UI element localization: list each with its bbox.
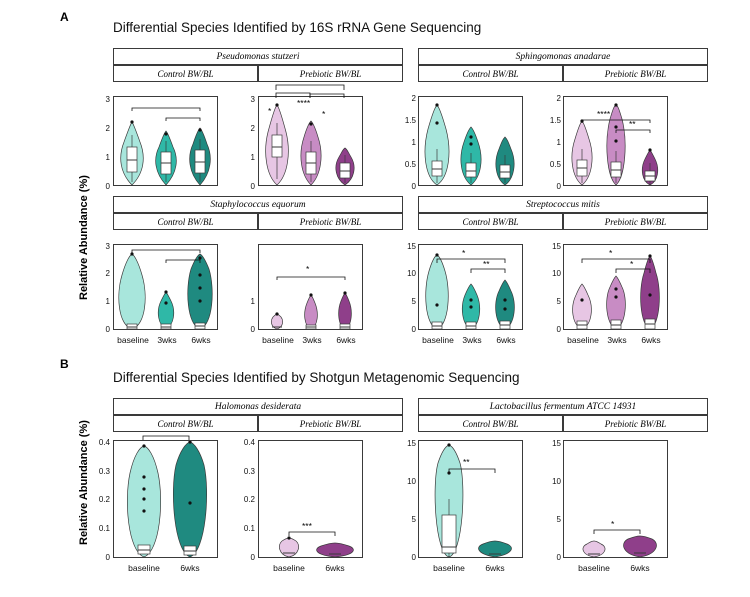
facet-species-staphylococcus: Staphylococcus equorum xyxy=(113,196,403,213)
sig-star-pseudo-pre-3: * xyxy=(322,109,326,119)
ytick-a5-3: 3 xyxy=(105,242,110,251)
plot-sphingomonas-control xyxy=(418,96,523,186)
facet-group-prebiotic-lactobacillus: Prebiotic BW/BL xyxy=(563,415,708,432)
ytick-a4-4: 2 xyxy=(556,94,561,103)
xtick-b1-baseline: baseline xyxy=(128,563,160,573)
plot-streptococcus-prebiotic xyxy=(563,244,668,330)
ytick-a4-2: 1 xyxy=(556,138,561,147)
plot-lactobacillus-prebiotic xyxy=(563,440,668,558)
xtick-a2-ctrl-baseline: baseline xyxy=(422,335,454,345)
ytick-a8-0: 0 xyxy=(556,325,561,334)
sig-star-pseudo-pre-2: **** xyxy=(297,98,311,108)
ytick-b2-0: 0 xyxy=(250,553,255,562)
ytick-b4-0: 0 xyxy=(556,553,561,562)
plot-staphylococcus-control xyxy=(113,244,218,330)
facet-group-control-staphylococcus: Control BW/BL xyxy=(113,213,258,230)
xtick-b2-baseline: baseline xyxy=(273,563,305,573)
facet-group-prebiotic-streptococcus: Prebiotic BW/BL xyxy=(563,213,708,230)
sig-star-lacto-pre: * xyxy=(611,519,615,529)
plot-halomonas-prebiotic xyxy=(258,440,363,558)
xtick-b3-baseline: baseline xyxy=(433,563,465,573)
xtick-a2-ctrl-6wks: 6wks xyxy=(496,335,516,345)
ytick-b1-4: 0.4 xyxy=(98,438,110,447)
ytick-b1-3: 0.3 xyxy=(98,467,110,476)
facet-species-lactobacillus: Lactobacillus fermentum ATCC 14931 xyxy=(418,398,708,415)
sig-star-sphingo-pre-1: **** xyxy=(597,109,611,119)
facet-group-prebiotic-halomonas: Prebiotic BW/BL xyxy=(258,415,403,432)
xtick-a2-pre-baseline: baseline xyxy=(567,335,599,345)
plot-pseudomonas-prebiotic xyxy=(258,96,363,186)
plot-sphingomonas-prebiotic xyxy=(563,96,668,186)
xtick-b3-6wks: 6wks xyxy=(485,563,505,573)
facet-group-prebiotic-sphingomonas: Prebiotic BW/BL xyxy=(563,65,708,82)
panel-letter-b: B xyxy=(60,357,69,371)
ytick-b1-0: 0 xyxy=(105,553,110,562)
ytick-a3-3: 1.5 xyxy=(404,116,416,125)
panel-title-b: Differential Species Identified by Shotgun Metagenomic Sequencing xyxy=(113,370,520,385)
ytick-a3-1: 0.5 xyxy=(404,160,416,169)
ytick-a8-1: 5 xyxy=(556,297,561,306)
plot-streptococcus-control xyxy=(418,244,523,330)
ytick-b3-1: 5 xyxy=(411,515,416,524)
ytick-b4-1: 5 xyxy=(556,515,561,524)
xtick-a-pre-baseline: baseline xyxy=(262,335,294,345)
plot-lactobacillus-control xyxy=(418,440,523,558)
sig-star-strep-pre-1: * xyxy=(609,248,613,258)
ytick-a3-4: 2 xyxy=(411,94,416,103)
ytick-a1-2: 2 xyxy=(105,124,110,133)
plot-halomonas-control xyxy=(113,440,218,558)
ytick-a5-0: 0 xyxy=(105,325,110,334)
plot-pseudomonas-control xyxy=(113,96,218,186)
xtick-b2-6wks: 6wks xyxy=(325,563,345,573)
ytick-a2-2: 2 xyxy=(250,124,255,133)
sig-star-staph-pre-1: * xyxy=(306,264,310,274)
ytick-b2-2: 0.2 xyxy=(243,495,255,504)
ytick-a5-2: 2 xyxy=(105,269,110,278)
facet-group-control-sphingomonas: Control BW/BL xyxy=(418,65,563,82)
facet-group-control-pseudomonas: Control BW/BL xyxy=(113,65,258,82)
facet-group-control-halomonas: Control BW/BL xyxy=(113,415,258,432)
sig-star-strep-pre-2: * xyxy=(630,259,634,269)
ytick-a7-1: 5 xyxy=(411,297,416,306)
sig-star-strep-ctrl-1: * xyxy=(462,248,466,258)
facet-group-prebiotic-pseudomonas: Prebiotic BW/BL xyxy=(258,65,403,82)
ytick-b1-1: 0.1 xyxy=(98,524,110,533)
xtick-a-ctrl-baseline: baseline xyxy=(117,335,149,345)
sig-star-lacto-ctrl: ** xyxy=(463,457,470,467)
ytick-a1-1: 1 xyxy=(105,153,110,162)
ytick-b4-3: 15 xyxy=(552,439,561,448)
plot-staphylococcus-prebiotic xyxy=(258,244,363,330)
sig-star-sphingo-pre-2: ** xyxy=(629,119,636,129)
ytick-a2-3: 3 xyxy=(250,95,255,104)
xtick-b4-6wks: 6wks xyxy=(630,563,650,573)
ytick-b3-2: 10 xyxy=(407,477,416,486)
facet-species-sphingomonas: Sphingomonas anadarae xyxy=(418,48,708,65)
xtick-a2-ctrl-3wks: 3wks xyxy=(462,335,482,345)
ytick-b4-2: 10 xyxy=(552,477,561,486)
ytick-b2-1: 0.1 xyxy=(243,524,255,533)
ytick-a6-1: 1 xyxy=(250,297,255,306)
ytick-a7-3: 15 xyxy=(407,242,416,251)
xtick-a2-pre-3wks: 3wks xyxy=(607,335,627,345)
facet-species-halomonas: Halomonas desiderata xyxy=(113,398,403,415)
xtick-a-pre-6wks: 6wks xyxy=(336,335,356,345)
facet-group-prebiotic-staphylococcus: Prebiotic BW/BL xyxy=(258,213,403,230)
xtick-b1-6wks: 6wks xyxy=(180,563,200,573)
ytick-a4-1: 0.5 xyxy=(549,160,561,169)
facet-species-pseudomonas: Pseudomonas stutzeri xyxy=(113,48,403,65)
ytick-b2-4: 0.4 xyxy=(243,438,255,447)
ytick-a3-2: 1 xyxy=(411,138,416,147)
xtick-a2-pre-6wks: 6wks xyxy=(641,335,661,345)
sig-star-pseudo-pre-1: * xyxy=(268,106,272,116)
panel-letter-a: A xyxy=(60,10,69,24)
y-axis-label-b: Relative Abundance (%) xyxy=(78,420,90,545)
facet-group-control-streptococcus: Control BW/BL xyxy=(418,213,563,230)
panel-title-a: Differential Species Identified by 16S rRNA Gene Sequencing xyxy=(113,20,482,35)
ytick-a4-0: 0 xyxy=(556,182,561,191)
ytick-b3-3: 15 xyxy=(407,439,416,448)
xtick-a-ctrl-3wks: 3wks xyxy=(157,335,177,345)
ytick-a2-1: 1 xyxy=(250,153,255,162)
ytick-a2-0: 0 xyxy=(250,182,255,191)
y-axis-label-a: Relative Abundance (%) xyxy=(78,175,90,300)
facet-species-streptococcus: Streptococcus mitis xyxy=(418,196,708,213)
sig-brackets-pseudomonas-prebiotic xyxy=(258,74,368,100)
xtick-b4-baseline: baseline xyxy=(578,563,610,573)
ytick-a6-0: 0 xyxy=(250,325,255,334)
ytick-a1-0: 0 xyxy=(105,182,110,191)
sig-star-strep-ctrl-2: ** xyxy=(483,259,490,269)
ytick-a8-2: 10 xyxy=(552,269,561,278)
ytick-a1-3: 3 xyxy=(105,95,110,104)
ytick-a5-1: 1 xyxy=(105,297,110,306)
sig-star-halomonas-pre: *** xyxy=(302,521,312,531)
ytick-a3-0: 0 xyxy=(411,182,416,191)
ytick-a7-0: 0 xyxy=(411,325,416,334)
ytick-a4-3: 1.5 xyxy=(549,116,561,125)
facet-group-control-lactobacillus: Control BW/BL xyxy=(418,415,563,432)
ytick-b2-3: 0.3 xyxy=(243,467,255,476)
xtick-a-pre-3wks: 3wks xyxy=(302,335,322,345)
ytick-b3-0: 0 xyxy=(411,553,416,562)
sig-bracket-halomonas-control xyxy=(113,424,223,442)
ytick-a7-2: 10 xyxy=(407,269,416,278)
ytick-b1-2: 0.2 xyxy=(98,495,110,504)
ytick-a8-3: 15 xyxy=(552,242,561,251)
xtick-a-ctrl-6wks: 6wks xyxy=(191,335,211,345)
